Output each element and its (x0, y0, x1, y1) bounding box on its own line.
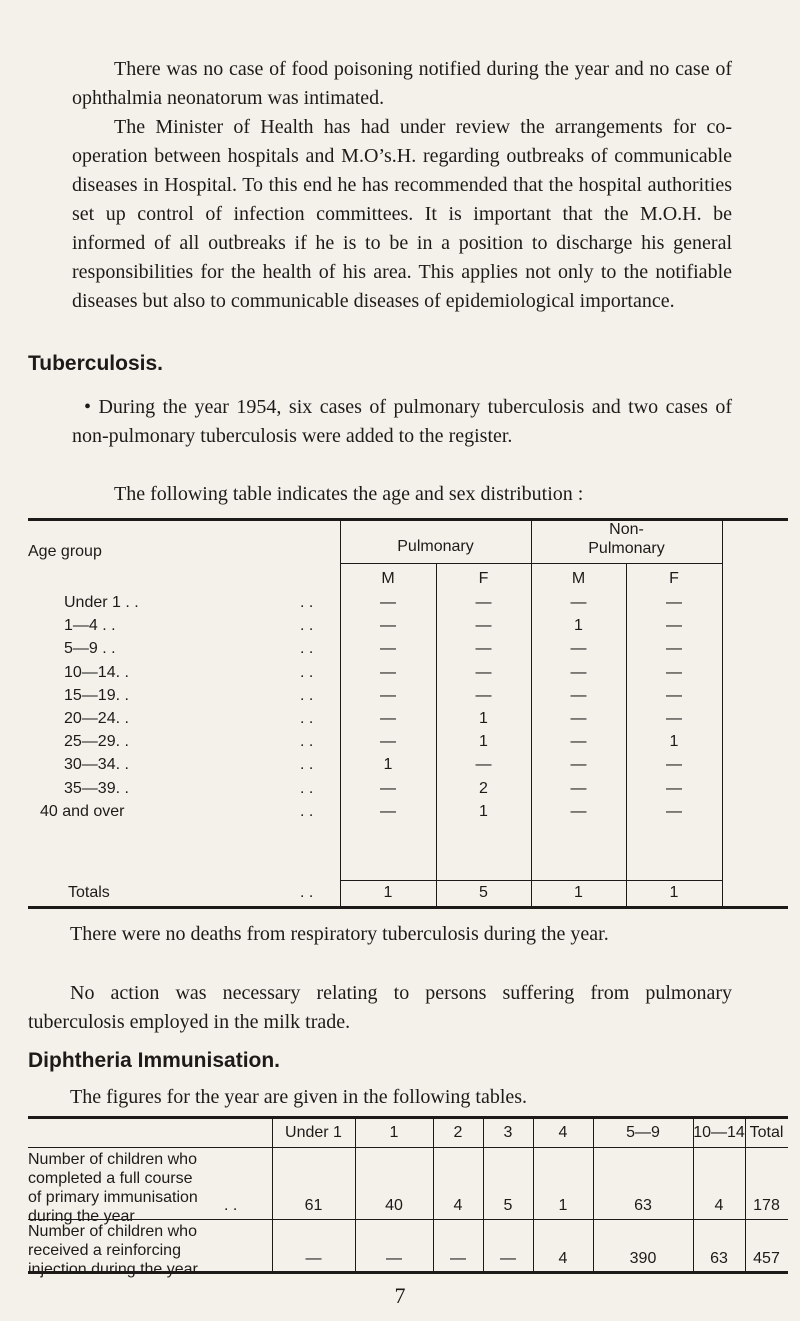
value-cell: 63 (634, 1197, 652, 1214)
row-label-line: received a reinforcing (28, 1242, 181, 1259)
non-pulmonary-m-cell: — (570, 802, 587, 820)
non-pulmonary-m-cell: — (570, 733, 587, 751)
non-pulmonary-m-cell: — (570, 686, 587, 704)
pulmonary-f-cell: — (475, 686, 492, 704)
totals-pulmonary-m: 1 (383, 884, 393, 901)
leader-dots: . . (300, 756, 314, 774)
non-pulmonary-m-cell: — (570, 663, 587, 681)
value-cell: — (500, 1250, 516, 1267)
age-group-cell: 5—9 . . (64, 640, 116, 658)
column-header: 1 (389, 1124, 399, 1141)
leader-dots: . . (300, 733, 314, 751)
value-cell: 4 (714, 1197, 724, 1214)
pulmonary-m-cell: 1 (383, 756, 393, 774)
age-group-cell: 40 and over (40, 802, 125, 820)
row-label-line: during the year (28, 1208, 135, 1225)
non-pulmonary-f-cell: — (666, 779, 682, 797)
value-cell: 40 (385, 1197, 403, 1214)
tuberculosis-table-intro: The following table indicates the age and sex distribution : (114, 483, 584, 505)
pulmonary-m-cell: — (380, 640, 396, 658)
non-pulmonary-f-cell: — (666, 802, 682, 820)
leader-dots: . . (300, 686, 314, 704)
leader-dots: . . (300, 779, 314, 797)
pulmonary-f-cell: — (475, 640, 492, 658)
non-pulmonary-f-cell: 1 (669, 733, 679, 751)
age-group-cell: 1—4 . . (64, 617, 116, 635)
pulmonary-header: Pulmonary (397, 538, 474, 555)
non-pulmonary-f-cell: — (666, 663, 682, 681)
paragraph-milk-trade: No action was necessary relating to persons suffering from pulmonary tuberculosis employed in the milk trade. (28, 982, 732, 1033)
pulmonary-f-cell: — (475, 594, 492, 611)
pulmonary-m-cell: — (380, 686, 396, 704)
value-cell: 61 (304, 1197, 323, 1214)
leader-dots: . . (224, 1197, 238, 1214)
value-cell: 1 (558, 1197, 568, 1214)
non-pulmonary-m-cell: — (570, 756, 587, 774)
pulmonary-m-cell: — (380, 617, 396, 635)
column-header: Under 1 (285, 1124, 342, 1141)
non-pulmonary-m-cell: — (570, 640, 587, 658)
leader-dots: . . (300, 802, 314, 820)
non-pulmonary-header-line2: Pulmonary (588, 540, 665, 557)
totals-dots: . . (300, 884, 314, 901)
value-cell: 4 (558, 1250, 568, 1267)
paragraph-no-deaths: There were no deaths from respiratory tuberculosis during the year. (70, 923, 609, 945)
non-pulmonary-f-header: F (669, 570, 679, 587)
value-cell: 63 (710, 1250, 728, 1267)
row-label-line: of primary immunisation (28, 1189, 198, 1206)
non-pulmonary-header-line1: Non- (609, 521, 644, 538)
pulmonary-m-cell: — (380, 733, 396, 751)
row-label-line: completed a full course (28, 1170, 193, 1187)
non-pulmonary-m-cell: — (570, 779, 587, 797)
totals-non-pulmonary-m: 1 (574, 884, 583, 901)
totals-non-pulmonary-f: 1 (669, 884, 679, 901)
column-header: 4 (558, 1124, 568, 1141)
paragraph-minister-of-health: The Minister of Health has had under review the arrangements for co-operation between hospitals and M.O’s.H. regarding outbreaks of communicable diseases in Hospital. To this end he has recommended that the hospital authorities set up control of infection committees. It is important that the M.O.H. be informed of all outbreaks if he is to be in a position to discharge his general responsibilities for the health of his area. This applies not only to the notifiable diseases but also to communicable diseases of epidemiological importance. (72, 116, 732, 312)
row-label-line: injection during the year (28, 1261, 198, 1278)
pulmonary-f-cell: 2 (479, 779, 488, 797)
diphtheria-intro: The figures for the year are given in the following tables. (70, 1086, 528, 1108)
pulmonary-m-cell: — (380, 594, 396, 611)
age-group-cell: 25—29. . (64, 733, 129, 751)
page-number: 7 (394, 1283, 406, 1308)
non-pulmonary-f-cell: — (666, 594, 682, 611)
pulmonary-f-cell: 1 (479, 733, 488, 751)
value-cell: 178 (753, 1197, 780, 1214)
leader-dots: . . (300, 617, 314, 635)
pulmonary-m-cell: — (380, 710, 396, 727)
non-pulmonary-f-cell: — (666, 686, 682, 704)
row-label-line: Number of children who (28, 1223, 197, 1240)
pulmonary-f-cell: 1 (479, 802, 488, 820)
pulmonary-f-cell: — (475, 617, 492, 635)
age-group-cell: 10—14. . (64, 663, 129, 681)
age-group-cell: 20—24. . (64, 710, 129, 727)
diphtheria-heading: Diphtheria Immunisation. (28, 1049, 281, 1072)
leader-dots: . . (300, 710, 314, 727)
value-cell: 5 (503, 1197, 513, 1214)
non-pulmonary-f-cell: — (666, 617, 682, 635)
totals-label: Totals (68, 884, 110, 901)
column-header: 5—9 (626, 1124, 660, 1141)
non-pulmonary-m-cell: — (570, 710, 587, 727)
pulmonary-m-header: M (381, 570, 395, 587)
pulmonary-f-cell: 1 (479, 710, 488, 727)
paragraph-food-poisoning: There was no case of food poisoning notified during the year and no case of ophthalmia neonatorum was intimated. (72, 58, 732, 109)
age-group-cell: 30—34. . (64, 756, 129, 774)
non-pulmonary-f-cell: — (666, 640, 682, 658)
pulmonary-f-cell: — (475, 663, 492, 681)
age-group-cell: 35—39. . (64, 779, 129, 797)
pulmonary-f-cell: — (475, 756, 492, 774)
non-pulmonary-f-cell: — (666, 710, 682, 727)
leader-dots: . . (300, 594, 314, 611)
pulmonary-m-cell: — (380, 663, 396, 681)
pulmonary-f-header: F (478, 570, 489, 587)
row-label-line: Number of children who (28, 1151, 197, 1168)
value-cell: 390 (629, 1250, 657, 1267)
column-header: 10—14 (693, 1124, 745, 1141)
tuberculosis-heading: Tuberculosis. (28, 352, 163, 375)
age-group-cell: Under 1 . . (64, 594, 139, 611)
column-header: 3 (503, 1124, 513, 1141)
tuberculosis-intro: • During the year 1954, six cases of pulmonary tuberculosis and two cases of non-pulmonary tuberculosis were added to the register. (72, 396, 732, 447)
value-cell: 4 (453, 1197, 463, 1214)
non-pulmonary-m-cell: — (570, 594, 587, 611)
age-group-header: Age group (28, 543, 102, 560)
column-header: Total (749, 1124, 784, 1141)
value-cell: — (386, 1250, 402, 1267)
column-header: 2 (453, 1124, 463, 1141)
pulmonary-m-cell: — (380, 779, 396, 797)
value-cell: — (450, 1250, 466, 1267)
leader-dots: . . (300, 663, 314, 681)
leader-dots: . . (300, 640, 314, 658)
non-pulmonary-f-cell: — (666, 756, 682, 774)
pulmonary-m-cell: — (380, 802, 396, 820)
value-cell: — (305, 1250, 322, 1267)
age-group-cell: 15—19. . (64, 686, 129, 704)
non-pulmonary-m-cell: 1 (574, 617, 583, 635)
totals-pulmonary-f: 5 (479, 884, 488, 901)
value-cell: 457 (753, 1250, 780, 1267)
non-pulmonary-m-header: M (571, 570, 586, 587)
